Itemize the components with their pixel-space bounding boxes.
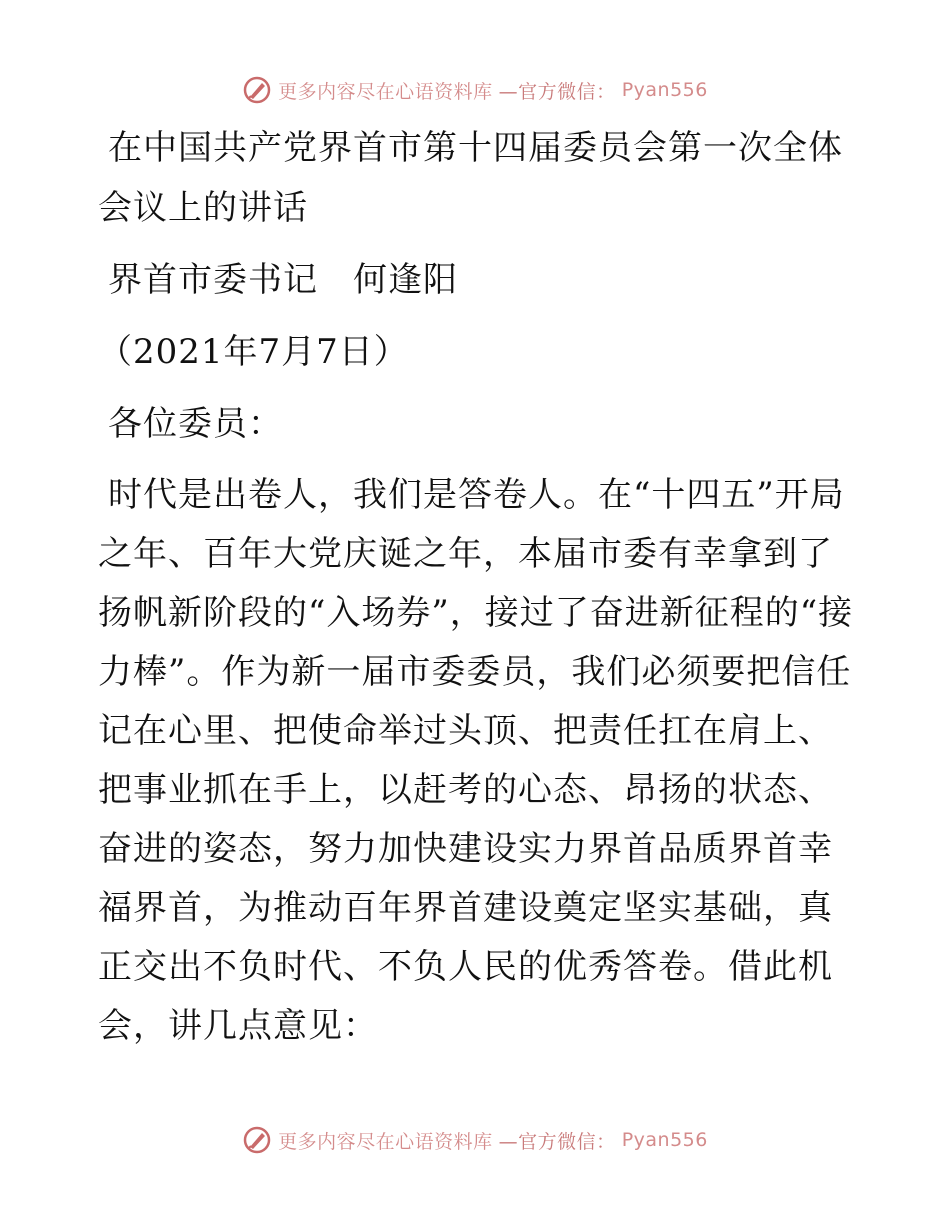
watermark-handle: Pyan556 (621, 1129, 708, 1151)
date-line: （2021年7月7日） (98, 332, 409, 372)
quill-seal-icon (242, 1125, 272, 1155)
watermark-header (0, 70, 950, 110)
watermark-text: 更多内容尽在心语资料库 (278, 80, 493, 103)
quill-seal-icon (242, 75, 272, 105)
speaker-line: 界首市委书记 何逢阳 (108, 260, 458, 300)
document-body (98, 118, 858, 1056)
paragraph: 时代是出卷人，我们是答卷人。在“十四五”开局之年、百年大党庆诞之年，本届市委有幸拿到了扬帆新阶段的“入场券”，接过了奋进新征程的“接力棒”。作为新一届市委委员，我们必须要把信任记在心里、把使命举过头顶、把责任扛在肩上、把事业抓在手上，以赶考的心态、昂扬的状态、奋进的姿态，努力加快建设实力界首品质界首幸福界首，为推动百年界首建设奠定坚实基础，真正交出不负时代、不负人民的优秀答卷。借此机会，讲几点意见： (98, 475, 854, 1046)
watermark-footer (0, 1120, 950, 1160)
document-title: 在中国共产党界首市第十四届委员会第一次全体会议上的讲话 (98, 128, 843, 228)
watermark-separator: —官方微信： (498, 1130, 616, 1153)
watermark-text: 更多内容尽在心语资料库 (278, 1130, 493, 1153)
salutation: 各位委员： (108, 404, 283, 444)
watermark-separator: —官方微信： (498, 80, 616, 103)
watermark-handle: Pyan556 (621, 79, 708, 101)
